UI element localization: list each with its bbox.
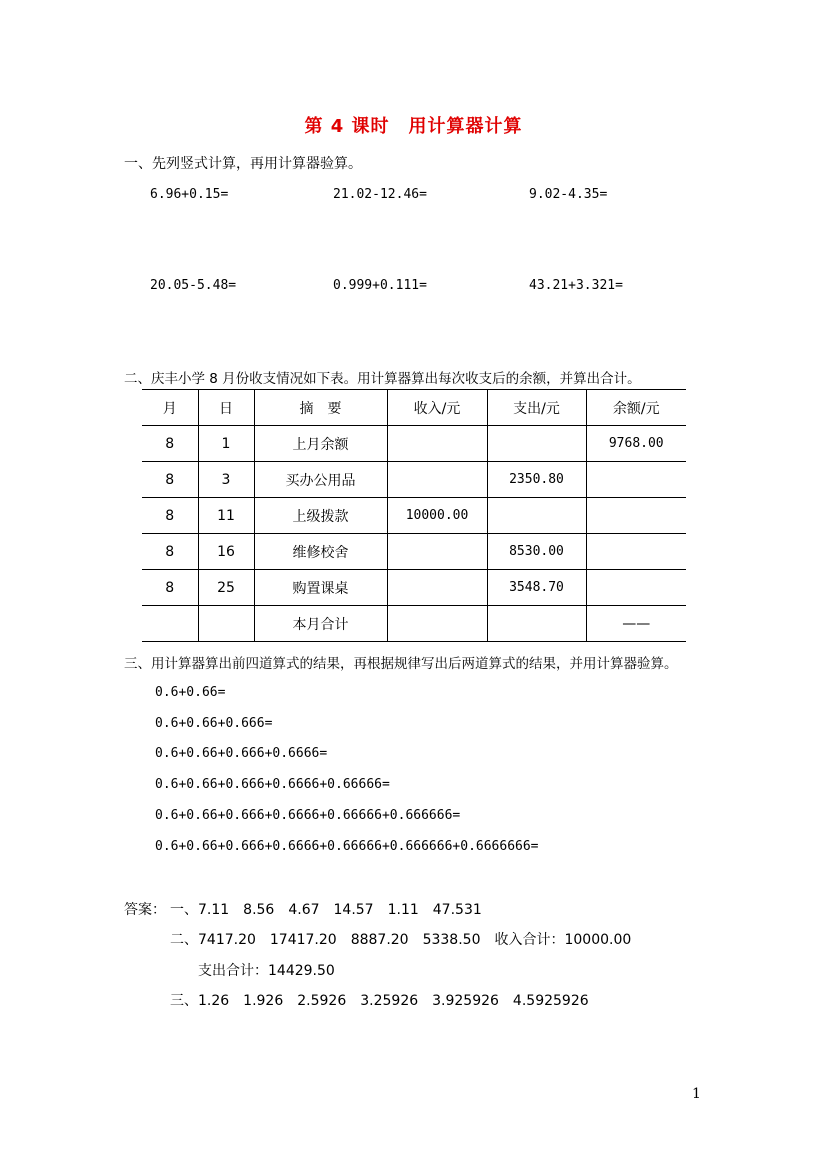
cell-expense: 8530.00 (487, 534, 586, 570)
cell-month: 8 (142, 570, 198, 606)
cell-day (198, 606, 254, 642)
cell-balance: 9768.00 (586, 426, 686, 462)
answers-line-1: 一、7.11 8.56 4.67 14.57 1.11 47.531 (170, 902, 482, 918)
income-expense-table (142, 389, 686, 642)
cell-expense (487, 498, 586, 534)
cell-month: 8 (142, 498, 198, 534)
cell-month (142, 606, 198, 642)
header-summary: 摘 要 (254, 390, 387, 426)
table-row (142, 426, 686, 462)
expression-1: 0.6+0.66= (155, 685, 226, 700)
cell-day: 25 (198, 570, 254, 606)
cell-expense: 3548.70 (487, 570, 586, 606)
cell-summary: 购置课桌 (254, 570, 387, 606)
section-3-heading: 三、用计算器算出前四道算式的结果，再根据规律写出后两道算式的结果，并用计算器验算。 (124, 656, 678, 672)
cell-summary: 买办公用品 (254, 462, 387, 498)
problem-1: 6.96+0.15= (150, 187, 229, 202)
table-row (142, 534, 686, 570)
cell-expense (487, 606, 586, 642)
cell-summary: 本月合计 (254, 606, 387, 642)
answers-line-2: 二、7417.20 17417.20 8887.20 5338.50 收入合计：10000.00 (170, 932, 632, 948)
cell-income (387, 534, 487, 570)
cell-day: 3 (198, 462, 254, 498)
cell-income (387, 606, 487, 642)
header-expense: 支出/元 (487, 390, 586, 426)
expression-6: 0.6+0.66+0.666+0.6666+0.66666+0.666666+0.6666666= (155, 839, 539, 854)
section-1-heading: 一、先列竖式计算，再用计算器验算。 (124, 156, 362, 172)
expression-3: 0.6+0.66+0.666+0.6666= (155, 746, 328, 761)
page-number: 1 (692, 1086, 701, 1102)
header-month: 月 (142, 390, 198, 426)
answers-line-3: 支出合计：14429.50 (198, 963, 335, 979)
cell-balance: —— (586, 606, 686, 642)
cell-summary: 维修校舍 (254, 534, 387, 570)
cell-day: 11 (198, 498, 254, 534)
header-balance: 余额/元 (586, 390, 686, 426)
page-title: 第 4 课时 用计算器计算 (304, 116, 523, 137)
table-total-row (142, 606, 686, 642)
expression-5: 0.6+0.66+0.666+0.6666+0.66666+0.666666= (155, 808, 461, 823)
cell-income (387, 426, 487, 462)
table-row (142, 498, 686, 534)
cell-month: 8 (142, 426, 198, 462)
cell-day: 1 (198, 426, 254, 462)
expression-2: 0.6+0.66+0.666= (155, 716, 273, 731)
cell-income (387, 570, 487, 606)
problem-4: 20.05-5.48= (150, 278, 237, 293)
table-row (142, 570, 686, 606)
header-income: 收入/元 (387, 390, 487, 426)
cell-balance (586, 462, 686, 498)
answers-label: 答案： (124, 902, 166, 918)
cell-expense: 2350.80 (487, 462, 586, 498)
cell-balance (586, 534, 686, 570)
cell-summary: 上级拨款 (254, 498, 387, 534)
problem-3: 9.02-4.35= (529, 187, 608, 202)
header-day: 日 (198, 390, 254, 426)
cell-summary: 上月余额 (254, 426, 387, 462)
cell-expense (487, 426, 586, 462)
cell-month: 8 (142, 462, 198, 498)
cell-day: 16 (198, 534, 254, 570)
cell-month: 8 (142, 534, 198, 570)
cell-balance (586, 498, 686, 534)
answers-line-4: 三、1.26 1.926 2.5926 3.25926 3.925926 4.5925926 (170, 993, 589, 1009)
problem-2: 21.02-12.46= (333, 187, 427, 202)
table-row (142, 462, 686, 498)
table-header-row (142, 390, 686, 426)
cell-income (387, 462, 487, 498)
cell-balance (586, 570, 686, 606)
problem-5: 0.999+0.111= (333, 278, 427, 293)
expression-4: 0.6+0.66+0.666+0.6666+0.66666= (155, 777, 390, 792)
cell-income: 10000.00 (387, 498, 487, 534)
section-2-heading: 二、庆丰小学 8 月份收支情况如下表。用计算器算出每次收支后的余额，并算出合计。 (124, 371, 641, 387)
problem-6: 43.21+3.321= (529, 278, 623, 293)
